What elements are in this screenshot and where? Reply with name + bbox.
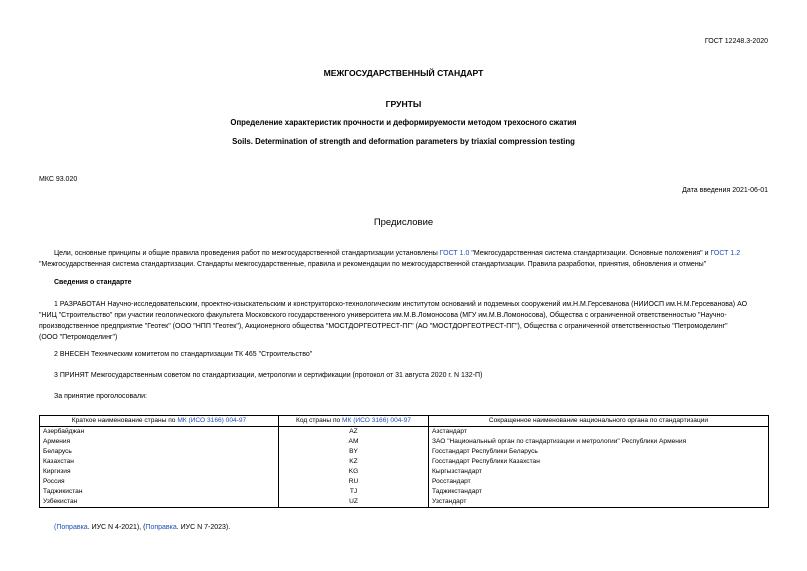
table-row bbox=[40, 427, 769, 438]
subtitle-en: Soils. Determination of strength and deformation parameters by triaxial compression testing bbox=[232, 137, 575, 146]
country-name-cell: Киргизия bbox=[40, 467, 279, 477]
country-name-cell: Казахстан bbox=[40, 457, 279, 467]
standards-body-cell: Узстандарт bbox=[429, 497, 769, 508]
standards-body-cell: Азстандарт bbox=[429, 427, 769, 438]
country-code-cell: KG bbox=[279, 467, 429, 477]
info-item-2: 2 ВНЕСЕН Техническим комитетом по стандартизации ТК 465 "Строительство" bbox=[54, 351, 313, 358]
table-header-row bbox=[40, 416, 769, 427]
country-code-cell: UZ bbox=[279, 497, 429, 508]
info-item-3: 3 ПРИНЯТ Межгосударственным советом по стандартизации, метрологии и сертификации (протокол от 31 августа 2020 г. N 132-П) bbox=[54, 372, 483, 379]
country-name-cell: Армения bbox=[40, 437, 279, 447]
country-code-cell: AM bbox=[279, 437, 429, 447]
table-row bbox=[40, 487, 769, 497]
country-code-cell: TJ bbox=[279, 487, 429, 497]
standards-body-cell: Кыргызстандарт bbox=[429, 467, 769, 477]
table-row bbox=[40, 467, 769, 477]
intro-paragraph-cont: "Межгосударственная система стандартизации. Стандарты межгосударственные, правила и рекомендации по межгосударственной стандартизации. Правила разработки, принятия, обновления и отмены" bbox=[39, 261, 707, 268]
gost-1-0-link[interactable]: ГОСТ 1.0 bbox=[439, 250, 470, 257]
amendments-note: (Поправка. ИУС N 4-2021), (Поправка. ИУС N 7-2023). bbox=[54, 524, 231, 531]
document-title: ГРУНТЫ bbox=[385, 99, 422, 109]
header-country-code: Код страны по МК (ИСО 3166) 004-97 bbox=[279, 416, 429, 427]
standards-body-cell: ЗАО "Национальный орган по стандартизации и метрологии" Республики Армения bbox=[429, 437, 769, 447]
effective-date: Дата введения 2021-06-01 bbox=[682, 187, 768, 194]
table-row bbox=[40, 457, 769, 467]
intro-paragraph bbox=[39, 248, 767, 260]
mk-iso-link[interactable]: МК (ИСО 3166) 004-97 bbox=[177, 417, 247, 424]
info-item-1-line-4: (ООО "Петромоделинг") bbox=[39, 334, 118, 341]
amendment-link-2[interactable]: Поправка bbox=[145, 524, 177, 531]
intro-text-a: Цели, основные принципы и общие правила проведения работ по межгосударственной стандартизации установлены bbox=[54, 250, 440, 257]
amendment-link-1[interactable]: Поправка bbox=[56, 524, 88, 531]
country-code-cell: KZ bbox=[279, 457, 429, 467]
table-row bbox=[40, 477, 769, 487]
table-row bbox=[40, 447, 769, 457]
intro-text-b: "Межгосударственная система стандартизации. Основные положения" и bbox=[469, 250, 711, 257]
standards-body-cell: Таджикстандарт bbox=[429, 487, 769, 497]
country-code-cell: BY bbox=[279, 447, 429, 457]
standards-body-cell: Госстандарт Республики Казахстан bbox=[429, 457, 769, 467]
table-row bbox=[40, 497, 769, 508]
table-row bbox=[40, 437, 769, 447]
info-heading: Сведения о стандарте bbox=[54, 279, 132, 286]
subtitle-ru: Определение характеристик прочности и деформируемости методом трехосного сжатия bbox=[230, 118, 577, 127]
country-name-cell: Узбекистан bbox=[40, 497, 279, 508]
mk-iso-link[interactable]: МК (ИСО 3166) 004-97 bbox=[342, 417, 411, 424]
country-name-cell: Беларусь bbox=[40, 447, 279, 457]
info-item-1-line-3: производственное предприятие "Геотек" (ООО "НПП "Геотек"), Акционерного общества "МОСТДОРГЕОТРЕСТ-ПГ" (АО "МОСТДОРГЕОТРЕСТ-ПГ"), Общества с ограниченной ответственностью "Петромоделинг" bbox=[39, 323, 728, 330]
info-item-1-line-1: 1 РАЗРАБОТАН Научно-исследовательским, проектно-изыскательским и конструкторско-технологическим институтом оснований и подземных сооружений им.Н.М.Герсеванова (НИИОСП им.Н.М.Герсеванова) АО bbox=[54, 301, 748, 308]
country-code-cell: RU bbox=[279, 477, 429, 487]
foreword-title: Предисловие bbox=[373, 217, 434, 228]
standard-heading: МЕЖГОСУДАРСТВЕННЫЙ СТАНДАРТ bbox=[323, 68, 484, 78]
document-code: ГОСТ 12248.3-2020 bbox=[704, 38, 768, 45]
country-code-cell: AZ bbox=[279, 427, 429, 438]
country-name-cell: Россия bbox=[40, 477, 279, 487]
country-name-cell: Таджикистан bbox=[40, 487, 279, 497]
mks-code: МКС 93.020 bbox=[39, 176, 78, 183]
header-standards-body: Сокращенное наименование национального органа по стандартизации bbox=[429, 416, 769, 427]
standards-body-cell: Госстандарт Республики Беларусь bbox=[429, 447, 769, 457]
header-country-name: Краткое наименование страны по МК (ИСО 3166) 004-97 bbox=[40, 416, 279, 427]
country-name-cell: Азербайджан bbox=[40, 427, 279, 438]
gost-1-2-link[interactable]: ГОСТ 1.2 bbox=[710, 250, 741, 257]
info-item-1-line-2: "НИЦ "Строительство" при участии геологического факультета Московского государственного университета им.М.В.Ломоносова (МГУ им.М.В.Ломоносова), Общества с ограниченной ответственностью "Научно- bbox=[39, 312, 727, 319]
voting-countries-table bbox=[39, 415, 769, 508]
voted-label: За принятие проголосовали: bbox=[54, 393, 147, 400]
standards-body-cell: Росстандарт bbox=[429, 477, 769, 487]
